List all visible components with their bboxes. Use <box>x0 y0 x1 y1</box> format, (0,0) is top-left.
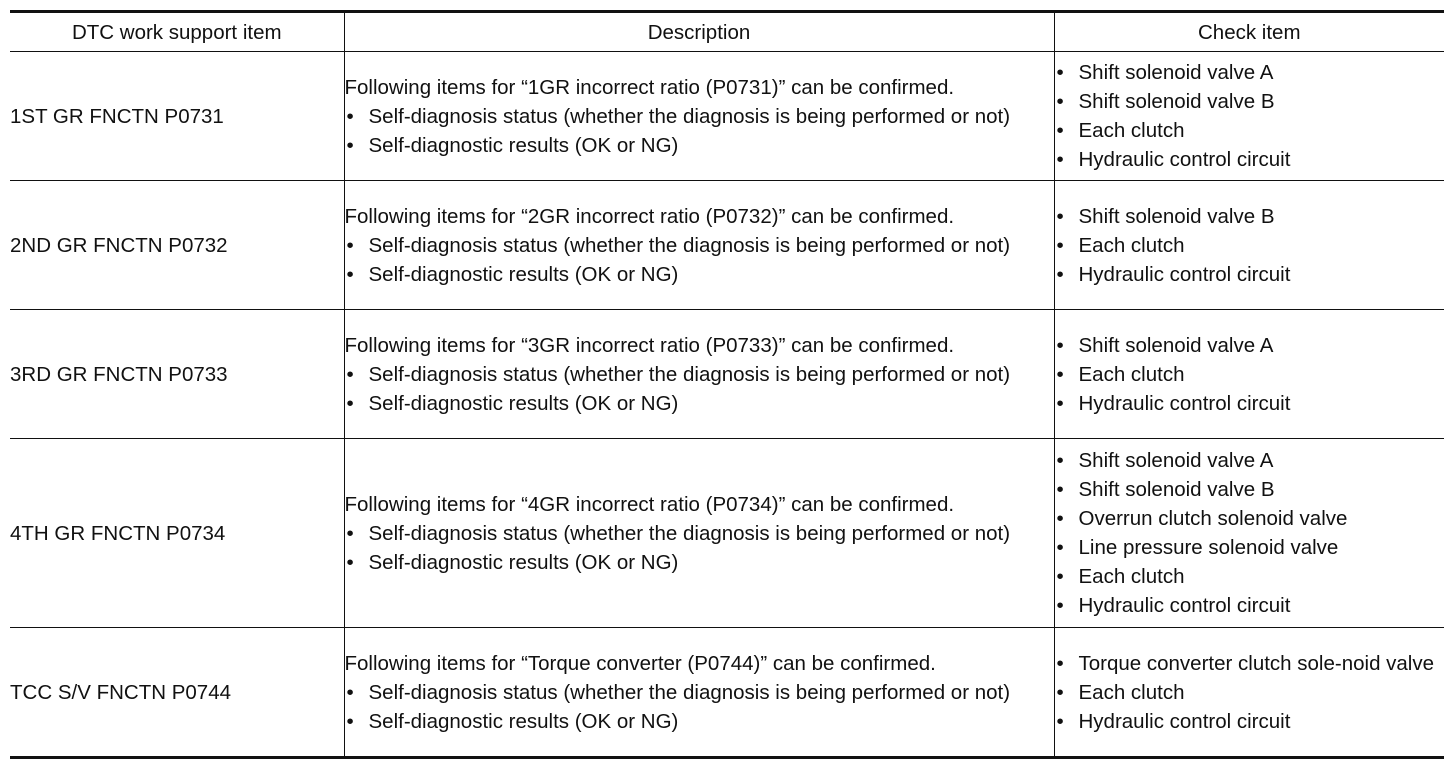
description-intro: Following items for “1GR incorrect ratio (P0731)” can be confirmed. <box>344 75 955 99</box>
list-item: • Shift solenoid valve B <box>1055 475 1445 504</box>
header-check-item: Check item <box>1054 12 1444 52</box>
table-row <box>10 628 1444 758</box>
description-intro: Following items for “4GR incorrect ratio (P0734)” can be confirmed. <box>344 492 955 516</box>
check-item-list <box>1055 58 1445 174</box>
list-item: • Hydraulic control circuit <box>1055 260 1445 289</box>
list-item: • Shift solenoid valve A <box>1055 446 1445 475</box>
list-item: • Each clutch <box>1055 360 1445 389</box>
list-item: • Self-diagnostic results (OK or NG) <box>345 260 1054 289</box>
list-item: • Shift solenoid valve B <box>1055 87 1445 116</box>
list-item: • Overrun clutch solenoid valve <box>1055 504 1445 533</box>
check-item-cell <box>1054 628 1444 758</box>
dtc-item-cell: 1ST GR FNCTN P0731 <box>10 52 344 181</box>
list-item: • Shift solenoid valve B <box>1055 202 1445 231</box>
check-item-cell <box>1054 181 1444 310</box>
list-item: • Self-diagnosis status (whether the diagnosis is being performed or not) <box>345 360 1054 389</box>
list-item: • Each clutch <box>1055 231 1445 260</box>
check-item-list <box>1055 202 1445 289</box>
list-item: • Self-diagnosis status (whether the diagnosis is being performed or not) <box>345 231 1054 260</box>
list-item: • Self-diagnosis status (whether the diagnosis is being performed or not) <box>345 678 1054 707</box>
list-item: • Self-diagnosis status (whether the diagnosis is being performed or not) <box>345 519 1054 548</box>
description-cell <box>344 181 1054 310</box>
description-intro: Following items for “2GR incorrect ratio (P0732)” can be confirmed. <box>344 204 955 228</box>
table-header-row <box>10 12 1444 52</box>
document-page <box>10 10 1444 759</box>
check-item-list <box>1055 649 1445 736</box>
list-item: • Hydraulic control circuit <box>1055 145 1445 174</box>
description-cell <box>344 52 1054 181</box>
list-item: • Self-diagnosis status (whether the diagnosis is being performed or not) <box>345 102 1054 131</box>
dtc-item-cell: 3RD GR FNCTN P0733 <box>10 310 344 439</box>
table-row <box>10 439 1444 628</box>
description-cell <box>344 310 1054 439</box>
description-intro: Following items for “Torque converter (P0744)” can be confirmed. <box>344 651 936 675</box>
description-bullets <box>345 231 1054 289</box>
list-item: • Each clutch <box>1055 562 1445 591</box>
table-row <box>10 310 1444 439</box>
list-item: • Line pressure solenoid valve <box>1055 533 1445 562</box>
list-item: • Self-diagnostic results (OK or NG) <box>345 389 1054 418</box>
dtc-item-cell: 2ND GR FNCTN P0732 <box>10 181 344 310</box>
check-item-list <box>1055 331 1445 418</box>
check-item-list <box>1055 446 1445 620</box>
list-item: • Hydraulic control circuit <box>1055 591 1445 620</box>
list-item: • Hydraulic control circuit <box>1055 389 1445 418</box>
list-item: • Shift solenoid valve A <box>1055 58 1445 87</box>
check-item-cell <box>1054 52 1444 181</box>
header-dtc-work-support-item: DTC work support item <box>10 12 344 52</box>
list-item: • Torque converter clutch sole-noid valve <box>1055 649 1445 678</box>
description-cell <box>344 439 1054 628</box>
list-item: • Self-diagnostic results (OK or NG) <box>345 131 1054 160</box>
description-bullets <box>345 360 1054 418</box>
list-item: • Self-diagnostic results (OK or NG) <box>345 548 1054 577</box>
check-item-cell <box>1054 310 1444 439</box>
description-bullets <box>345 102 1054 160</box>
list-item: • Self-diagnostic results (OK or NG) <box>345 707 1054 736</box>
header-description: Description <box>344 12 1054 52</box>
description-cell <box>344 628 1054 758</box>
list-item: • Each clutch <box>1055 678 1445 707</box>
dtc-item-cell: 4TH GR FNCTN P0734 <box>10 439 344 628</box>
check-item-cell <box>1054 439 1444 628</box>
list-item: • Each clutch <box>1055 116 1445 145</box>
description-intro: Following items for “3GR incorrect ratio (P0733)” can be confirmed. <box>344 333 955 357</box>
dtc-item-cell: TCC S/V FNCTN P0744 <box>10 628 344 758</box>
description-bullets <box>345 519 1054 577</box>
table-row <box>10 52 1444 181</box>
list-item: • Hydraulic control circuit <box>1055 707 1445 736</box>
list-item: • Shift solenoid valve A <box>1055 331 1445 360</box>
table-row <box>10 181 1444 310</box>
dtc-work-support-table <box>10 10 1444 759</box>
description-bullets <box>345 678 1054 736</box>
